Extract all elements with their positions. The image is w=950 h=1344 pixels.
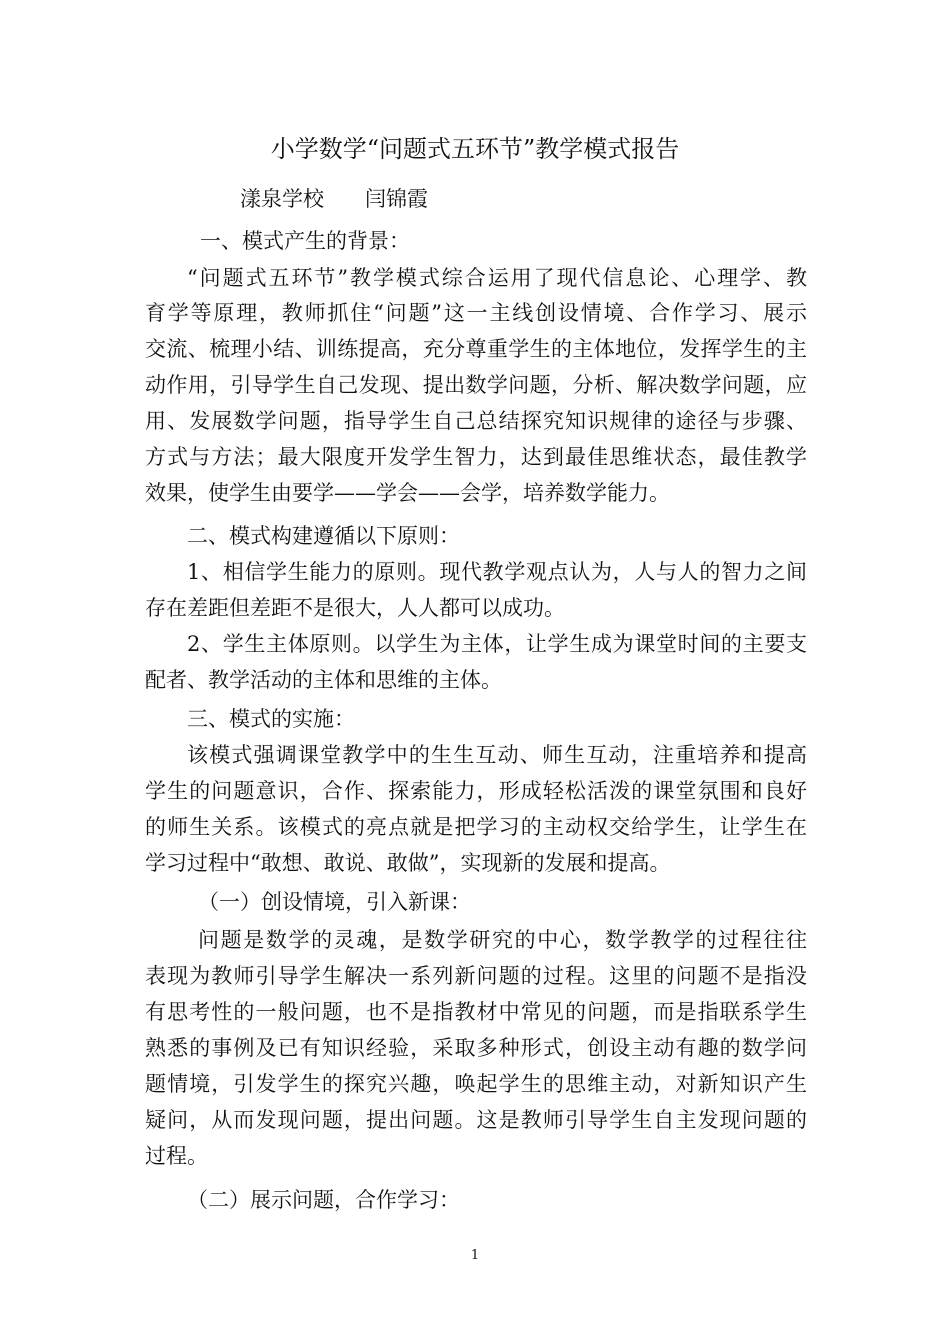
subsection-heading-1: （一）创设情境，引入新课： bbox=[198, 890, 471, 914]
paragraph-line: 存在差距但差距不是很大，人人都可以成功。 bbox=[145, 596, 565, 620]
author-school: 漾泉学校 bbox=[240, 187, 324, 211]
subsection-heading-2: （二）展示问题，合作学习： bbox=[187, 1188, 460, 1212]
paragraph-line: 效果，使学生由要学——学会——会学，培养数学能力。 bbox=[145, 481, 670, 505]
paragraph-line: 过程。 bbox=[145, 1144, 208, 1168]
paragraph-line: 2、学生主体原则。以学生为主体，让学生成为课堂时间的主要支 bbox=[187, 632, 807, 656]
paragraph-line: 配者、教学活动的主体和思维的主体。 bbox=[145, 668, 502, 692]
paragraph-line: 有思考性的一般问题，也不是指教材中常见的问题，而是指联系学生 bbox=[145, 1000, 807, 1024]
page-number: 1 bbox=[470, 1248, 480, 1263]
paragraph-line: 表现为教师引导学生解决一系列新问题的过程。这里的问题不是指没 bbox=[145, 964, 807, 988]
paragraph-line: 交流、梳理小结、训练提高，充分尊重学生的主体地位，发挥学生的主 bbox=[145, 337, 807, 361]
paragraph-line: 学习过程中“敢想、敢说、敢做”，实现新的发展和提高。 bbox=[145, 851, 671, 875]
section-heading-3: 三、模式的实施： bbox=[187, 707, 355, 731]
document-title: 小学数学“问题式五环节”教学模式报告 bbox=[270, 135, 680, 163]
paragraph-line: 的师生关系。该模式的亮点就是把学习的主动权交给学生，让学生在 bbox=[145, 815, 807, 839]
paragraph-line: 该模式强调课堂教学中的生生互动、师生互动，注重培养和提高 bbox=[187, 743, 807, 767]
paragraph-line: “问题式五环节”教学模式综合运用了现代信息论、心理学、教 bbox=[187, 266, 807, 290]
section-heading-1: 一、模式产生的背景： bbox=[200, 229, 410, 253]
paragraph-line: 动作用，引导学生自己发现、提出数学问题，分析、解决数学问题，应 bbox=[145, 373, 807, 397]
paragraph-line: 疑问，从而发现问题，提出问题。这是教师引导学生自主发现问题的 bbox=[145, 1108, 807, 1132]
paragraph-line: 1、相信学生能力的原则。现代教学观点认为，人与人的智力之间 bbox=[187, 560, 807, 584]
paragraph-line: 学生的问题意识，合作、探索能力，形成轻松活泼的课堂氛围和良好 bbox=[145, 779, 807, 803]
paragraph-line: 方式与方法；最大限度开发学生智力，达到最佳思维状态，最佳教学 bbox=[145, 445, 807, 469]
paragraph-line: 熟悉的事例及已有知识经验，采取多种形式，创设主动有趣的数学问 bbox=[145, 1036, 807, 1060]
paragraph-line: 问题是数学的灵魂，是数学研究的中心，数学教学的过程往往 bbox=[198, 928, 807, 952]
paragraph-line: 题情境，引发学生的探究兴趣，唤起学生的思维主动，对新知识产生 bbox=[145, 1072, 807, 1096]
section-heading-2: 二、模式构建遵循以下原则： bbox=[187, 524, 460, 548]
author-name: 闫锦霞 bbox=[365, 187, 428, 211]
paragraph-line: 用、发展数学问题，指导学生自己总结探究知识规律的途径与步骤、 bbox=[145, 409, 807, 433]
paragraph-line: 育学等原理，教师抓住“问题”这一主线创设情境、合作学习、展示 bbox=[145, 301, 807, 325]
